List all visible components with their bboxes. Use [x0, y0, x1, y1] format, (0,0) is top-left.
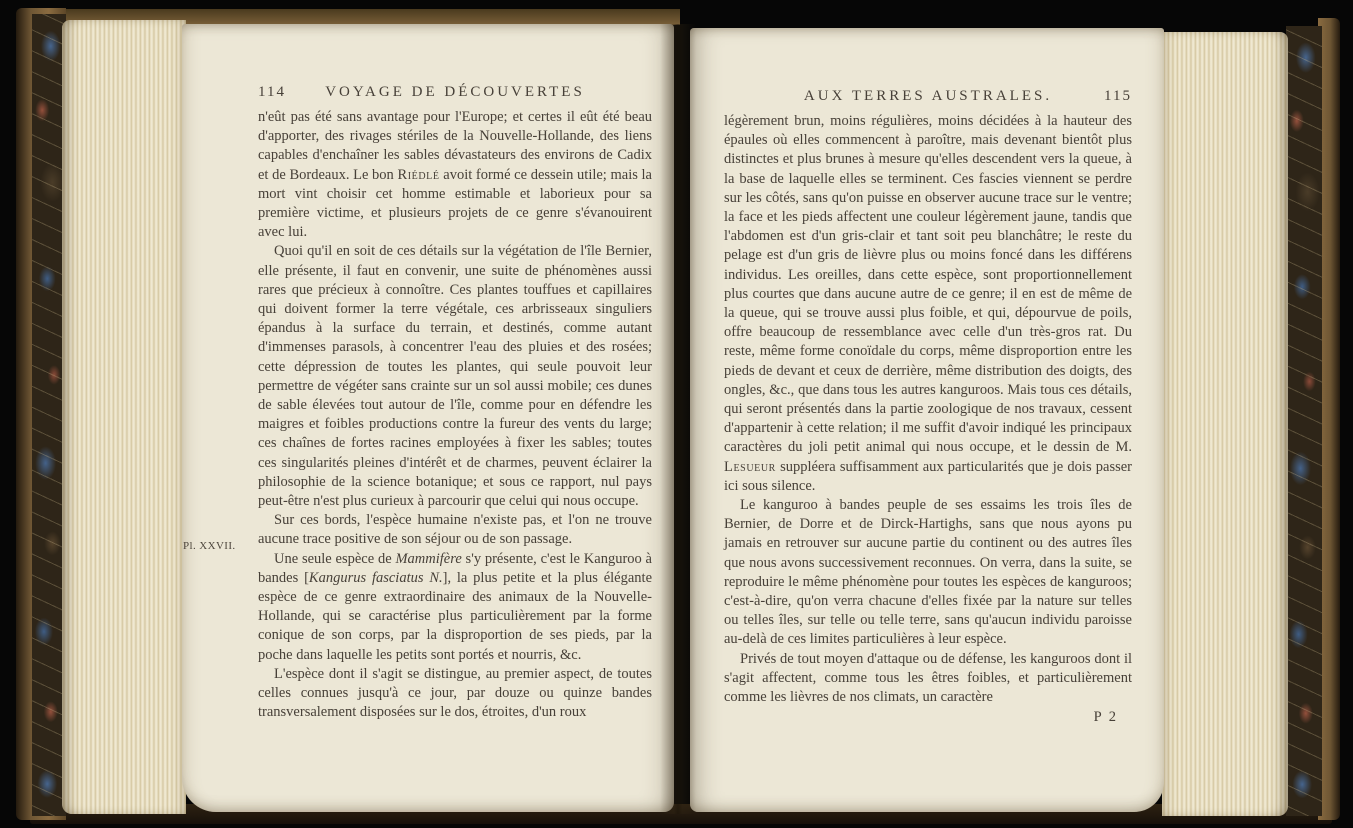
- left-page-number: 114: [258, 84, 286, 100]
- left-running-head: [258, 84, 652, 104]
- paragraph: Sur ces bords, l'espèce humaine n'existe pas, et l'on ne trouve aucune trace positive de son séjour ou de son passage.: [258, 512, 652, 548]
- left-page-text-block: [258, 84, 652, 723]
- right-page-stack-edge: [1162, 32, 1288, 816]
- left-page-body: [258, 108, 652, 723]
- plate-margin-note: Pl. XXVII.: [183, 540, 236, 552]
- left-running-title: VOYAGE DE DÉCOUVERTES: [325, 84, 585, 100]
- right-page-number: 115: [1104, 88, 1132, 104]
- paragraph: Une seule espèce de Mammifère s'y présente, c'est le Kanguroo à bandes [Kangurus fasciatus N.], la plus petite et la plus élégante espèce de ce genre extraordinaire des animaux de la Nouvelle-Hollande, qui se caractérise plus particulièrement par la forme conique de son corps, par la disproportion de ses pieds, par la poche dans laquelle les petits sont portés et nourris, &c.: [258, 550, 653, 663]
- right-page-text-block: [724, 88, 1132, 726]
- right-running-head: [724, 88, 1132, 108]
- right-marbled-endpaper: [1286, 26, 1322, 816]
- paragraph: n'eût pas été sans avantage pour l'Europe; et certes il eût été beau d'apporter, des rivages stériles de la Nouvelle-Hollande, des liens capables d'enchaîner les sables dévastateurs des environs de Cadix et de Bordeaux. Le bon Riédlé avoit formé ce dessein utile; mais la mort vint choisir cet homme estimable et laborieux pour sa première victime, et plusieurs projets de ce genre s'évanouirent avec lui.: [258, 109, 652, 241]
- left-page-stack-edge: [62, 20, 186, 814]
- right-page-body: [724, 112, 1132, 707]
- paragraph: Le kanguroo à bandes peuple de ses essaims les trois îles de Bernier, de Dorre et de Dirck-Hartighs, sans que nous ayons pu jamais en retrouver sur aucune partie du continent ou des autres îles que nous avons successivement reconnues. On verra, dans la suite, se reproduire le même phénomène pour toutes les espèces de kanguroos; c'est-à-dire, qu'on verra chacune d'elles fixée par la nature sur telles ou telles îles, sur telle ou telle terre, sans qu'aucun individu paroisse au-delà de ces limites particulières à leur espèce.: [724, 497, 1132, 648]
- left-marbled-endpaper: [32, 14, 66, 816]
- paragraph: L'espèce dont il s'agit se distingue, au premier aspect, de toutes celles connues jusqu'à ce jour, par douze ou quinze bandes transversalement disposées sur le dos, étroites, d'un roux: [258, 665, 652, 721]
- paragraph: Quoi qu'il en soit de ces détails sur la végétation de l'île Bernier, elle présente, il faut en convenir, une suite de phénomènes aussi rares que précieux à connoître. Ces plantes touffues et capillaires qui doivent former la terre végétale, ces arbrisseaux singuliers épandus à la surface du terrain, et destinés, comme autant d'immenses parasols, à concentrer l'eau des pluies et des rosées; cette dépression de toutes les plantes, qui seule pouvoit leur permettre de végéter sans crainte sur un sol aussi mobile; ces dunes de sable élevées tout autour de l'île, comme pour en défendre les maigres et foibles productions contre la fureur des vents du large; ces chaînes de fortes racines employées à fixer les sables; toutes ces singularités pleines d'intérêt et de charmes, peuvent éclairer la philosophie de la science botanique; et sous ce rapport, nul pays peut-être n'est plus curieux à parcourir que celui qui nous occupe.: [258, 243, 652, 510]
- signature-mark: P 2: [1093, 709, 1118, 726]
- right-running-title: AUX TERRES AUSTRALES.: [803, 88, 1053, 104]
- paragraph: Privés de tout moyen d'attaque ou de défense, les kanguroos dont il s'agit affectent, comme tous les êtres foibles, et particulièrement comme les lièvres de nos climats, un caractère: [724, 650, 1132, 706]
- paragraph: légèrement brun, moins régulières, moins décidées à la hauteur des épaules où elles commencent à paroître, mais devenant bientôt plus distinctes et plus brunes à mesure qu'elles descendent vers la queue, à la base de laquelle elles se terminent. Ces fascies viennent se perdre sur les côtés, sans qu'on puisse en observer aucune trace sur le ventre; la face et les pieds affectent une couleur légèrement jaune, tandis que l'abdomen est d'un gris-clair et tant soit peu blanchâtre; le reste du pelage est d'un gris de lièvre plus ou moins foncé dans les différens individus. Les oreilles, dans cette espèce, sont proportionnellement plus courtes que dans aucune autre de ce genre; il en est de même de la queue, qui se trouve aussi plus foible, et qui, dépourvue de poils, offre beaucoup de ressemblance avec celle d'un très-gros rat. Du reste, même forme conoïdale du corps, même disproportion entre les pieds de devant et ceux de derrière, même distribution des doigts, des ongles, &c., que dans tous les autres kanguroos. Mais tous ces détails, qui seront présentés dans la partie zoologique de nos travaux, cessent d'appartenir à cette relation; il me suffit d'avoir indiqué les principaux caractères du joli petit animal qui nous occupe, et le dessin de M. Lesueur suppléera suffisamment aux particularités que je dois passer ici sous silence.: [724, 113, 1132, 494]
